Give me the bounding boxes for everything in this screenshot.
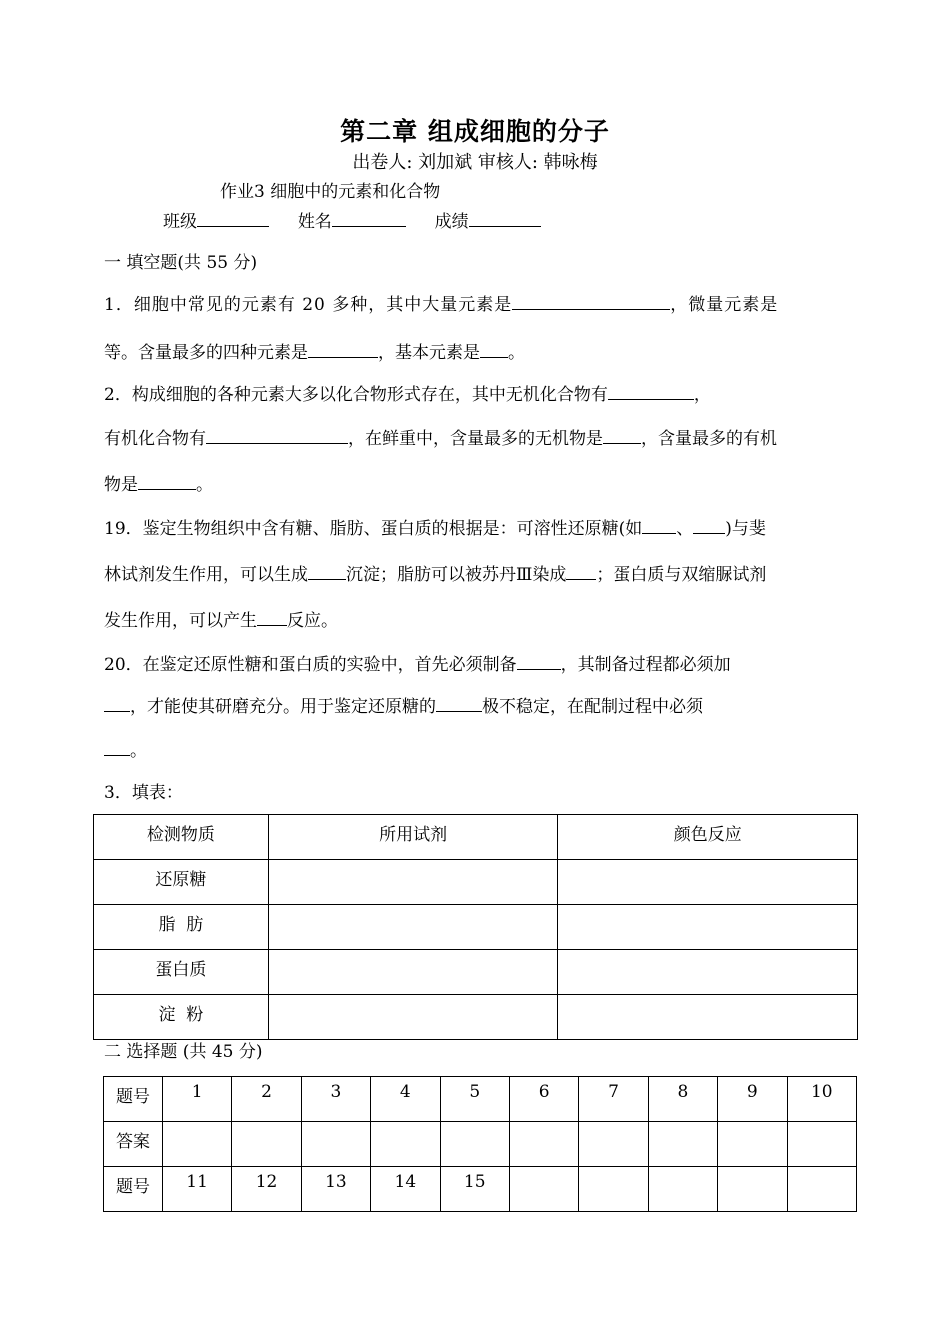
class-blank[interactable] <box>197 208 269 227</box>
substance-cell: 淀 粉 <box>94 995 269 1040</box>
q20-blank-must[interactable] <box>104 737 130 756</box>
q2-text-b: ， <box>693 385 711 405</box>
question-number-label: 题号 <box>104 1077 163 1122</box>
question-number-cell: 3 <box>301 1077 370 1122</box>
q19-blank-sugar2[interactable] <box>693 515 725 534</box>
table-header-cell: 颜色反应 <box>558 815 858 860</box>
question-number-cell: 6 <box>509 1077 578 1122</box>
q2-blank-organic[interactable] <box>206 425 348 444</box>
answer-label: 答案 <box>104 1122 163 1167</box>
table-row <box>104 1167 857 1212</box>
q3-label: 3．填表： <box>104 783 183 803</box>
q19-blank-sugar1[interactable] <box>642 515 676 534</box>
name-blank[interactable] <box>332 208 406 227</box>
q20-text-c: ，才能使其研磨充分。用于鉴定还原糖的 <box>130 697 436 717</box>
q2-blank-most-inorganic[interactable] <box>603 425 641 444</box>
q19-blank-precipitate[interactable] <box>308 561 346 580</box>
q19-text-e: 沉淀；脂肪可以被苏丹Ⅲ染成 <box>346 565 567 585</box>
question-number-cell <box>648 1167 717 1212</box>
q20-blank-add[interactable] <box>104 693 130 712</box>
q19-text-b: 、 <box>676 519 694 539</box>
answer-cell[interactable] <box>509 1122 578 1167</box>
detection-table <box>93 814 858 1040</box>
answer-cell[interactable] <box>162 1122 231 1167</box>
q2-line1 <box>104 380 711 405</box>
q20-line3 <box>104 736 147 761</box>
question-number-label: 题号 <box>104 1167 163 1212</box>
question-number-cell: 14 <box>371 1167 440 1212</box>
answer-cell[interactable] <box>787 1122 856 1167</box>
answer-cell[interactable] <box>440 1122 509 1167</box>
question-number-cell: 4 <box>371 1077 440 1122</box>
q19-text-a: 19．鉴定生物组织中含有糖、脂肪、蛋白质的根据是：可溶性还原糖(如 <box>104 519 643 539</box>
q1-blank-macro[interactable] <box>512 291 670 310</box>
q1-text-b: ，微量元素是 <box>670 295 779 315</box>
q1-line1 <box>104 290 778 315</box>
q19-line3 <box>104 606 338 631</box>
q1-blank-four[interactable] <box>308 339 378 358</box>
q2-text-e: ，含量最多的有机 <box>641 429 777 449</box>
q1-text-c: 等。含量最多的四种元素是 <box>104 343 308 363</box>
q19-line1 <box>104 514 766 539</box>
reagent-answer-cell[interactable] <box>268 995 558 1040</box>
substance-cell: 脂 肪 <box>94 905 269 950</box>
q20-line2 <box>104 692 703 717</box>
answer-cell[interactable] <box>301 1122 370 1167</box>
q1-blank-basic[interactable] <box>480 339 508 358</box>
q2-blank-most-organic[interactable] <box>138 471 196 490</box>
answer-cell[interactable] <box>648 1122 717 1167</box>
question-number-cell: 15 <box>440 1167 509 1212</box>
question-number-cell: 2 <box>232 1077 301 1122</box>
reagent-answer-cell[interactable] <box>268 905 558 950</box>
q19-text-f: ；蛋白质与双缩脲试剂 <box>596 565 767 585</box>
q1-text-a: 1．细胞中常见的元素有 20 多种，其中大量元素是 <box>104 295 513 315</box>
question-number-cell <box>509 1167 578 1212</box>
answer-cell[interactable] <box>718 1122 787 1167</box>
q2-text-d: ，在鲜重中，含量最多的无机物是 <box>348 429 603 449</box>
name-label: 姓名 <box>297 212 332 232</box>
class-info-line <box>163 207 541 232</box>
answer-grid <box>103 1076 857 1212</box>
q19-blank-color[interactable] <box>566 561 596 580</box>
color-answer-cell[interactable] <box>558 860 858 905</box>
question-number-cell <box>579 1167 648 1212</box>
question-number-cell <box>787 1167 856 1212</box>
color-answer-cell[interactable] <box>558 905 858 950</box>
table-header-cell: 所用试剂 <box>268 815 558 860</box>
q2-line2 <box>104 424 777 449</box>
section1-title: 一 填空题(共 55 分) <box>104 253 258 273</box>
question-number-cell: 11 <box>162 1167 231 1212</box>
question-number-cell: 13 <box>301 1167 370 1212</box>
q19-text-c: )与斐 <box>725 519 766 539</box>
table-row <box>104 1077 857 1122</box>
q20-text-d: 极不稳定，在配制过程中必须 <box>482 697 703 717</box>
homework-subtitle: 作业3 细胞中的元素和化合物 <box>220 182 441 202</box>
q19-blank-reaction[interactable] <box>257 607 287 626</box>
q20-text-e: 。 <box>130 741 147 761</box>
q19-text-d: 林试剂发生作用，可以生成 <box>104 565 308 585</box>
table-header-row <box>94 815 858 860</box>
answer-cell[interactable] <box>579 1122 648 1167</box>
q2-line3 <box>104 470 213 495</box>
q20-line1 <box>104 650 731 675</box>
authors-line: 出卷人: 刘加斌 审核人: 韩咏梅 <box>352 152 598 173</box>
question-number-cell: 8 <box>648 1077 717 1122</box>
q19-text-h: 反应。 <box>287 611 338 631</box>
table-row <box>94 905 858 950</box>
class-label: 班级 <box>163 212 197 232</box>
q19-line2 <box>104 560 766 585</box>
table-row <box>94 995 858 1040</box>
q19-text-g: 发生作用，可以产生 <box>104 611 257 631</box>
table-row <box>104 1122 857 1167</box>
q20-blank-reagent[interactable] <box>436 693 482 712</box>
table-row <box>94 860 858 905</box>
question-number-cell: 9 <box>718 1077 787 1122</box>
color-answer-cell[interactable] <box>558 950 858 995</box>
q20-text-a: 20．在鉴定还原性糖和蛋白质的实验中，首先必须制备 <box>104 655 517 675</box>
answer-cell[interactable] <box>371 1122 440 1167</box>
q2-text-c: 有机化合物有 <box>104 429 206 449</box>
substance-cell: 蛋白质 <box>94 950 269 995</box>
q2-blank-inorganic[interactable] <box>608 381 694 400</box>
table-row <box>94 950 858 995</box>
table-header-cell: 检测物质 <box>94 815 269 860</box>
reagent-answer-cell[interactable] <box>268 950 558 995</box>
question-number-cell: 10 <box>787 1077 856 1122</box>
question-number-cell: 12 <box>232 1167 301 1212</box>
q2-text-a: 2．构成细胞的各种元素大多以化合物形式存在，其中无机化合物有 <box>104 385 608 405</box>
q1-line2 <box>104 338 525 363</box>
page-title: 第二章 组成细胞的分子 <box>340 117 610 146</box>
answer-cell[interactable] <box>232 1122 301 1167</box>
score-label: 成绩 <box>434 212 469 232</box>
score-blank[interactable] <box>469 208 541 227</box>
question-number-cell: 7 <box>579 1077 648 1122</box>
q2-text-g: 。 <box>196 475 213 495</box>
question-number-cell: 5 <box>440 1077 509 1122</box>
question-number-cell: 1 <box>162 1077 231 1122</box>
q1-text-e: 。 <box>508 343 525 363</box>
reagent-answer-cell[interactable] <box>268 860 558 905</box>
q20-blank-prepare[interactable] <box>517 651 561 670</box>
q20-text-b: ，其制备过程都必须加 <box>560 655 731 675</box>
q1-text-d: ，基本元素是 <box>378 343 480 363</box>
q2-text-f: 物是 <box>104 475 138 495</box>
question-number-cell <box>718 1167 787 1212</box>
color-answer-cell[interactable] <box>558 995 858 1040</box>
substance-cell: 还原糖 <box>94 860 269 905</box>
section2-title: 二 选择题 (共 45 分) <box>104 1042 263 1062</box>
